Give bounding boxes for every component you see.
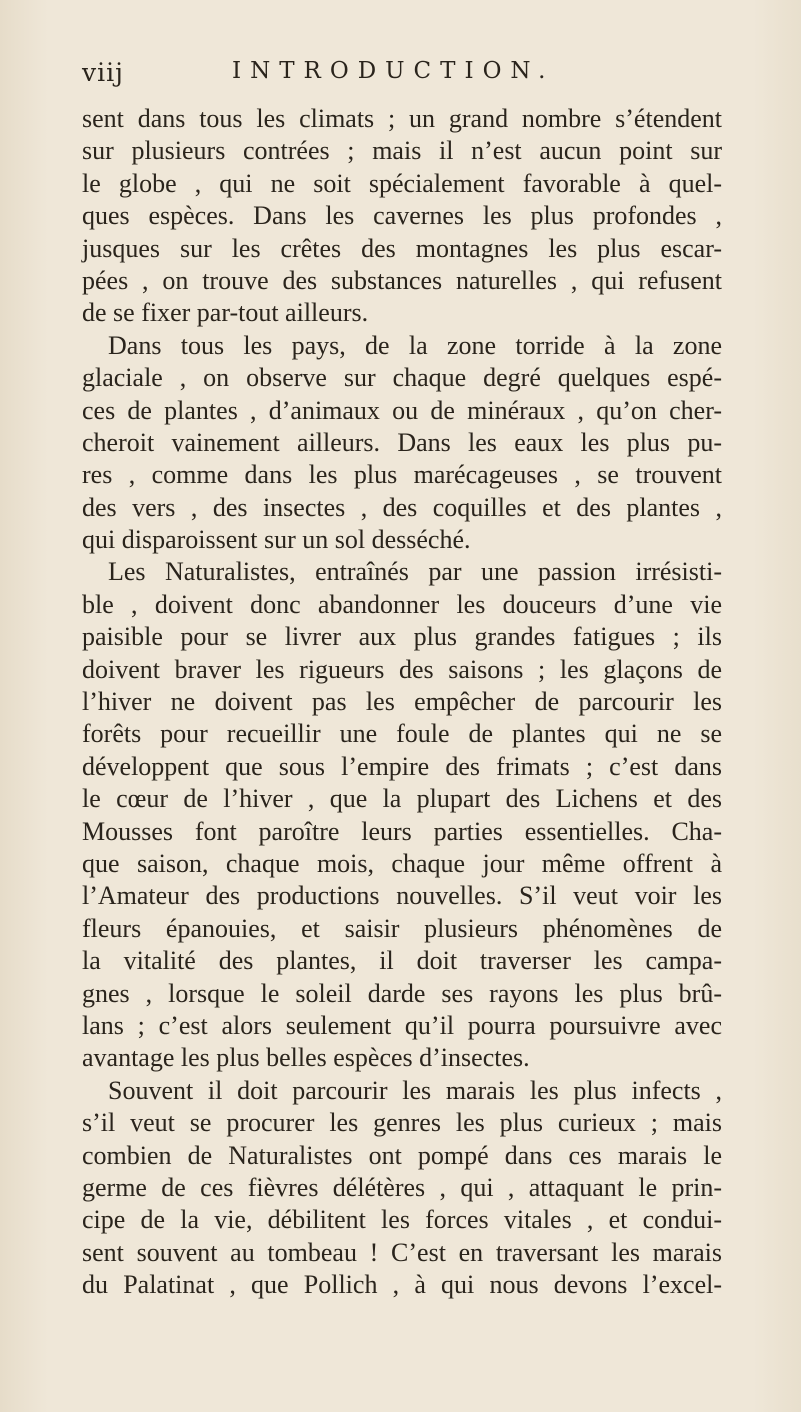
text-line: des vers , des insectes , des coquilles et des plantes , <box>82 492 722 522</box>
text-line: jusques sur les crêtes des montagnes les plus escar- <box>82 233 722 263</box>
text-line: forêts pour recueillir une foule de plantes qui ne se <box>82 719 722 749</box>
text-line: Souvent il doit parcourir les marais les plus infects , <box>108 1075 722 1105</box>
text-line: Mousses font paroître leurs parties essentielles. Cha- <box>82 816 722 846</box>
text-line: Dans tous les pays, de la zone torride à la zone <box>108 330 722 360</box>
text-line: combien de Naturalistes ont pompé dans ces marais le <box>82 1140 722 1170</box>
text-line: paisible pour se livrer aux plus grandes fatigues ; ils <box>82 622 722 652</box>
text-line: fleurs épanouies, et saisir plusieurs phénomènes de <box>82 913 722 943</box>
text-line: l’Amateur des productions nouvelles. S’il veut voir les <box>82 881 722 911</box>
text-line: ques espèces. Dans les cavernes les plus profondes , <box>82 201 722 231</box>
text-line: glaciale , on observe sur chaque degré quelques espé- <box>82 363 722 393</box>
text-line: res , comme dans les plus marécageuses , se trouvent <box>82 460 722 490</box>
text-line: sent souvent au tombeau ! C’est en traversant les marais <box>82 1237 722 1267</box>
text-line: l’hiver ne doivent pas les empêcher de parcourir les <box>82 687 722 717</box>
text-line: germe de ces fièvres délétères , qui , attaquant le prin- <box>82 1172 722 1202</box>
text-line: sur plusieurs contrées ; mais il n’est aucun point sur <box>82 136 722 166</box>
text-line: lans ; c’est alors seulement qu’il pourra poursuivre avec <box>82 1010 722 1040</box>
text-line: sent dans tous les climats ; un grand nombre s’étendent <box>82 104 722 133</box>
page-header <box>82 58 722 98</box>
text-line: cheroit vainement ailleurs. Dans les eaux les plus pu- <box>82 427 722 457</box>
text-line: développent que sous l’empire des frimats ; c’est dans <box>82 751 722 781</box>
text-line: pées , on trouve des substances naturelles , qui refusent <box>82 265 722 295</box>
text-line: s’il veut se procurer les genres les plus curieux ; mais <box>82 1108 722 1138</box>
text-line: le cœur de l’hiver , que la plupart des Lichens et des <box>82 784 722 814</box>
text-line: du Palatinat , que Pollich , à qui nous devons l’excel- <box>82 1270 722 1300</box>
text-line: ces de plantes , d’animaux ou de minéraux , qu’on cher- <box>82 395 722 425</box>
running-title: INTRODUCTION. <box>232 58 555 84</box>
text-line: la vitalité des plantes, il doit traverser les campa- <box>82 946 722 976</box>
text-line: avantage les plus belles espèces d’insectes. <box>82 1043 530 1073</box>
body-text <box>82 103 722 1301</box>
text-line: ble , doivent donc abandonner les douceurs d’une vie <box>82 589 722 619</box>
text-line: qui disparoissent sur un sol desséché. <box>82 525 471 555</box>
text-line: doivent braver les rigueurs des saisons ; les glaçons de <box>82 654 722 684</box>
text-line: que saison, chaque mois, chaque jour même offrent à <box>82 848 722 878</box>
text-line: gnes , lorsque le soleil darde ses rayons les plus brû- <box>82 978 722 1008</box>
text-line: cipe de la vie, débilitent les forces vitales , et condui- <box>82 1205 722 1235</box>
text-line: le globe , qui ne soit spécialement favorable à quel- <box>82 168 722 198</box>
text-line: Les Naturalistes, entraînés par une passion irrésisti- <box>108 557 722 587</box>
text-line: de se fixer par-tout ailleurs. <box>82 298 369 328</box>
page-number: viij <box>82 58 124 87</box>
